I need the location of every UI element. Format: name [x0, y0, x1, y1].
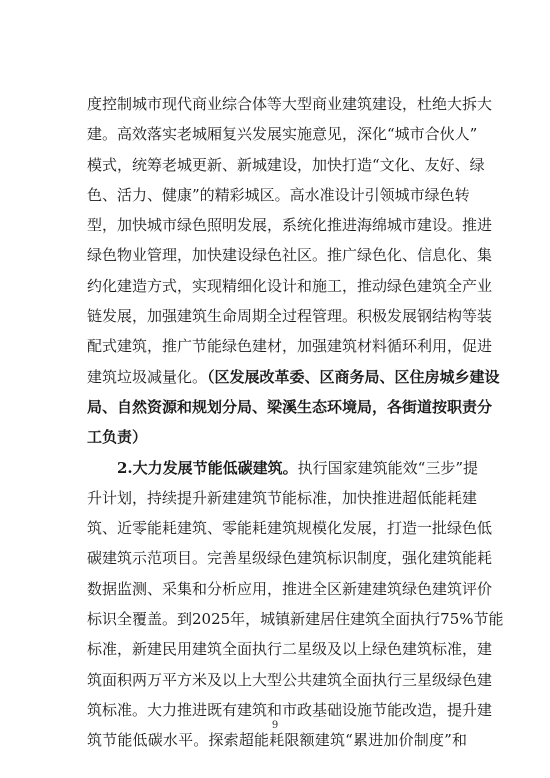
text-line: 升计划，持续提升新建建筑节能标准，加快推进超低能耗建	[87, 488, 478, 507]
text-line: 链发展，加强建筑生命周期全过程管理。积极发展钢结构等装	[87, 307, 493, 326]
section-heading: 2.大力发展节能低碳建筑。	[117, 458, 298, 477]
text-line: 标准，新建民用建筑全面执行二星级及以上绿色建筑标准，建	[87, 640, 493, 659]
text-line: 筑、近零能耗建筑、零能耗建筑规模化发展，打造一批绿色低	[87, 519, 493, 538]
page-number: 9	[271, 720, 279, 731]
body-text	[87, 89, 504, 756]
text-line: 筑面积两万平方米及以上大型公共建筑全面执行三星级绿色建	[87, 670, 493, 689]
responsibility-text: （区发展改革委、区商务局、区住房城乡建设	[207, 367, 500, 386]
text-line: 配式建筑，推广节能绿色建材，加强建筑材料循环利用，促进	[87, 337, 493, 356]
text-line: 标识全覆盖。到2025年，城镇新建居住建筑全面执行75%节能	[87, 610, 504, 629]
text-line-responsibility: 局、自然资源和规划分局、梁溪生态环境局，各街道按职责分	[87, 397, 493, 416]
text-line-responsibility-end: 工负责）	[87, 428, 148, 447]
section-heading-line	[87, 453, 479, 483]
text-line: 模式，统筹老城更新、新城建设，加快打造“文化、友好、绿	[87, 155, 485, 174]
text-line: 筑标准。大力推进既有建筑和市政基础设施节能改造，提升建	[87, 700, 493, 719]
text-line: 约化建造方式，实现精细化设计和施工，推动绿色建筑全产业	[87, 276, 493, 295]
text-segment: 建筑垃圾减量化。	[87, 367, 208, 386]
text-line: 型，加快城市绿色照明发展，系统化推进海绵城市建设。推进	[87, 216, 493, 235]
text-line: 碳建筑示范项目。完善星级绿色建筑标识制度，强化建筑能耗	[87, 549, 493, 568]
text-line: 色、活力、健康”的精彩城区。高水准设计引领城市绿色转	[87, 185, 470, 204]
text-line: 绿色物业管理，加快建设绿色社区。推广绿色化、信息化、集	[87, 246, 493, 265]
text-line: 度控制城市现代商业综合体等大型商业建筑建设，杜绝大拆大	[87, 95, 493, 113]
text-line-responsibility-start	[87, 362, 500, 392]
text-line: 建。高效落实老城厢复兴发展实施意见，深化“城市合伙人”	[87, 125, 478, 144]
text-line: 数据监测、采集和分析应用，推进全区新建建筑绿色建筑评价	[87, 579, 493, 598]
text-line: 筑节能低碳水平。探索超能耗限额建筑“累进加价制度”和	[87, 731, 467, 750]
text-segment: 执行国家建筑能效“三步”提	[297, 458, 479, 477]
